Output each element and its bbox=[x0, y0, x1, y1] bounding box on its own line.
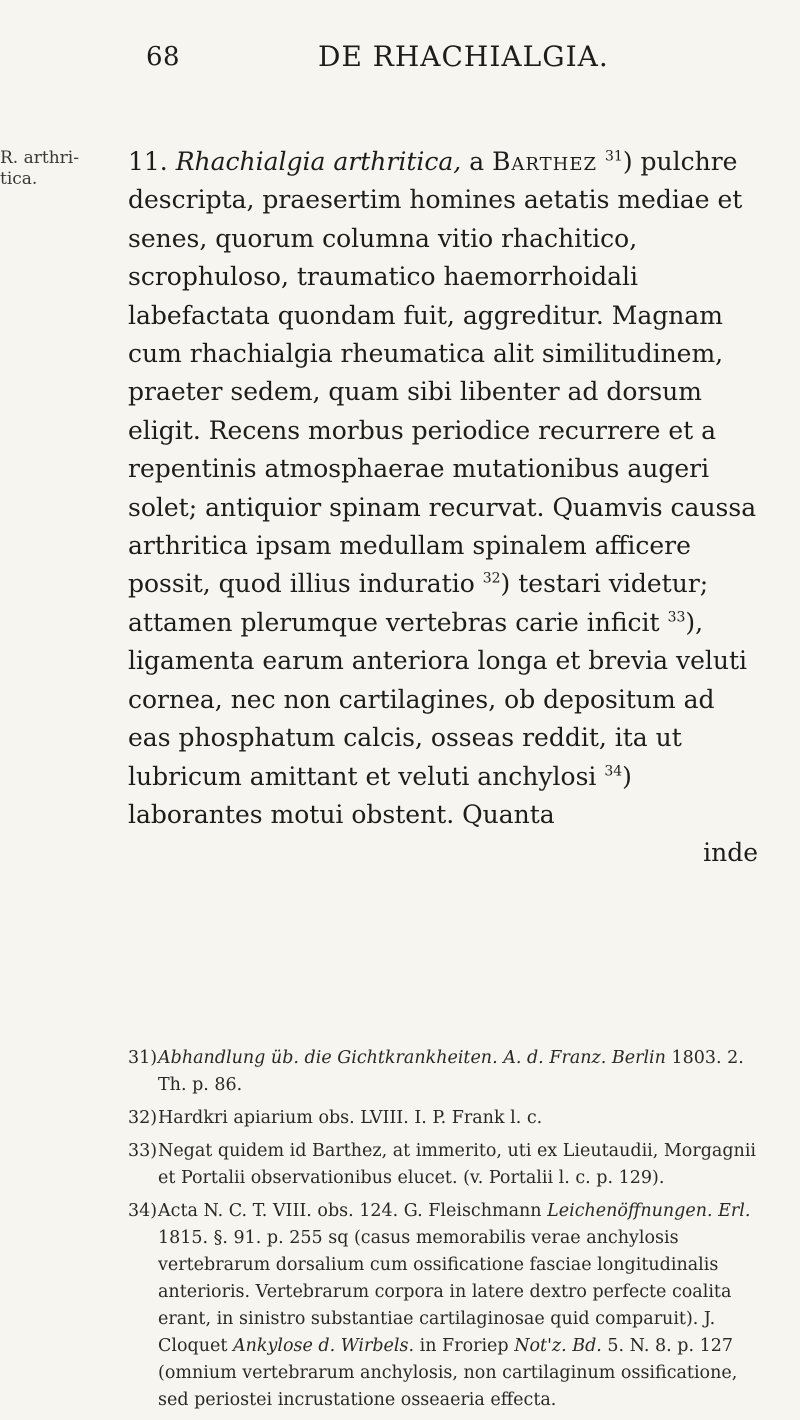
margin-note-line-1: R. arthri- bbox=[0, 148, 79, 168]
text-segment: ) laborantes motui obstent. Quanta bbox=[128, 761, 632, 829]
text-segment: a bbox=[461, 147, 493, 176]
section-paragraph bbox=[128, 143, 758, 873]
footnote-32 bbox=[128, 1105, 758, 1132]
footnote-34 bbox=[128, 1198, 758, 1414]
closing-word: inde bbox=[703, 838, 758, 868]
footnote-text: A. d. bbox=[497, 1048, 550, 1068]
footnote-text: 5. N. 8. p. 127 (omnium vertebrarum anchylosis, non cartilaginum ossificatione, sed periostei incrustatione osseaeria effecta. bbox=[158, 1336, 738, 1410]
footnote-text: Acta N. C. T. VIII. obs. 124. G. Fleischmann bbox=[158, 1201, 548, 1221]
footnote-number: 31) bbox=[128, 1048, 158, 1068]
footnote-31 bbox=[128, 1045, 758, 1099]
body-text bbox=[128, 143, 758, 873]
footnote-ref: 33 bbox=[667, 609, 686, 626]
author-name: Barthez bbox=[492, 147, 598, 176]
footnote-number: 33) bbox=[128, 1141, 158, 1161]
footnote-text: Hardkri apiarium obs. LVIII. I. P. Frank l. c. bbox=[158, 1108, 543, 1128]
margin-note-line-2: tica. bbox=[0, 169, 38, 189]
footnote-number: 34) bbox=[128, 1201, 158, 1221]
margin-note bbox=[0, 148, 88, 190]
footnote-text: in Froriep bbox=[414, 1336, 515, 1356]
footnote-ref: 32 bbox=[482, 571, 501, 588]
footnote-ref: 34 bbox=[604, 763, 623, 780]
page-number: 68 bbox=[146, 42, 181, 72]
footnote-text: Negat quidem id Barthez, at immerito, uti ex Lieutaudii, Morgagnii et Portalii observationibus elucet. (v. Portalii l. c. p. 129). bbox=[158, 1141, 757, 1188]
footnote-text: 1803. 2. Th. p. 86. bbox=[158, 1048, 744, 1095]
footnote-title: Leichenöffnungen. Erl. bbox=[547, 1201, 751, 1221]
text-segment: ), ligamenta earum anteriora longa et brevia veluti cornea, nec non cartilagines, ob depositum ad eas phosphatum calcis, osseas reddit, ita ut lubricum amittant et veluti anchylosi bbox=[128, 607, 748, 791]
footnote-33 bbox=[128, 1138, 758, 1192]
text-segment: ) testari videtur; attamen plerumque vertebras carie inficit bbox=[128, 569, 709, 637]
running-head: DE RHACHIALGIA. bbox=[318, 40, 609, 73]
footnote-title: Abhandlung üb. die Gichtkrankheiten. bbox=[158, 1048, 498, 1068]
section-number: 11. bbox=[128, 147, 168, 176]
footnote-number: 32) bbox=[128, 1108, 158, 1128]
footnote-title: Franz. Berlin bbox=[549, 1048, 666, 1068]
text-segment: ) pulchre descripta, praesertim homines aetatis mediae et senes, quorum columna vitio rhachitico, scrophuloso, traumatico haemorrhoidali labefactata quondam fuit, aggreditur. Magnam cum rhachialgia rheumatica alit similitudinem, praeter sedem, quam sibi libenter ad dorsum eligit. Recens morbus periodice recurrere et a repentinis atmosphaerae mutationibus augeri solet; antiquior spinam recurvat. Quamvis caussa arthritica ipsam medullam spinalem afficere possit, quod illius induratio bbox=[128, 147, 757, 599]
section-title: Rhachialgia arthritica, bbox=[175, 147, 462, 176]
footnote-title: Ankylose d. Wirbels. bbox=[232, 1336, 415, 1356]
footnote-ref: 31 bbox=[604, 148, 623, 165]
footnotes bbox=[128, 1045, 758, 1420]
footnote-text: 1815. §. 91. p. 255 sq (casus memorabilis verae anchylosis vertebrarum dorsalium cum ossificatione fasciae longitudinalis anterioris. Vertebrarum corpora in latere dextro perfecte coalita erant, in sinistro substantiae cartilaginosae quid comparuit). J. Cloquet bbox=[158, 1228, 732, 1356]
footnote-title: Not'z. Bd. bbox=[514, 1336, 602, 1356]
